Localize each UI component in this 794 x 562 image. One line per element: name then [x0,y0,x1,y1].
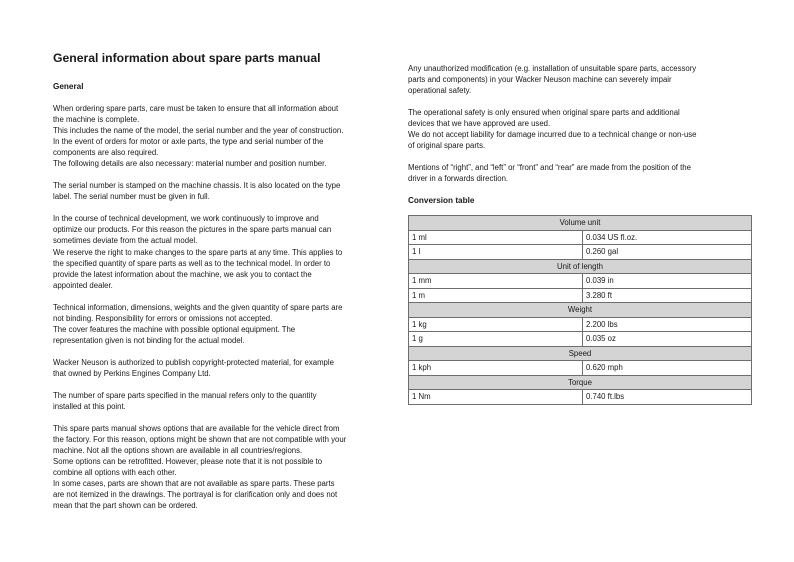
metric-value-cell: 1 kph [409,361,583,376]
paragraph [53,302,375,346]
paragraph [53,423,375,511]
imperial-value-cell: 0.034 US fl.oz. [583,230,752,245]
text-line: optimize our products. For this reason the pictures in the spare parts manual can [53,225,332,235]
unit-header-row [409,303,752,318]
text-line: operational safety. [408,86,472,96]
table-row [409,390,752,405]
paragraph [53,103,375,169]
text-line: We reserve the right to make changes to the spare parts at any time. This applies to [53,247,343,257]
unit-header-cell: Torque [409,375,752,390]
conversion-table-heading: Conversion table [408,196,475,206]
table-row [409,230,752,245]
left-column [53,51,375,511]
paragraph [408,107,752,151]
text-line: In some cases, parts are shown that are not available as spare parts. These parts [53,479,335,489]
text-line: driver in a forwards direction. [408,174,509,184]
text-line: The serial number is stamped on the machine chassis. It is also located on the type [53,181,341,191]
text-line: representation given is not binding for the actual model. [53,335,245,345]
text-line: Any unauthorized modification (e.g. installation of unsuitable spare parts, accessory [408,64,697,73]
text-line: Technical information, dimensions, weights and the given quantity of spare parts are [53,302,343,312]
text-line: label. The serial number must be given in full. [53,192,210,202]
table-row [409,317,752,332]
text-line: that owned by Perkins Engines Company Ltd. [53,368,211,378]
text-line: combine all options with each other. [53,468,177,478]
imperial-value-cell: 3.280 ft [583,288,752,303]
paragraph [408,63,752,96]
text-line: the specified quantity of spare parts as well as to the technical model. In order to [53,258,331,268]
text-line: not binding. Responsibility for errors or omissions not accepted. [53,313,273,323]
imperial-value-cell: 0.039 in [583,274,752,289]
text-line: devices that we have approved are used. [408,119,551,129]
section-heading-general: General [53,82,84,91]
text-line: mean that the part shown can be ordered. [53,501,198,511]
text-line: the machine is complete. [53,115,140,125]
unit-header-row [409,346,752,361]
page-title: General information about spare parts manual [53,51,321,65]
table-row [409,274,752,289]
table-row [409,245,752,260]
table-row [409,332,752,347]
paragraph [53,213,375,290]
imperial-value-cell: 0.620 mph [583,361,752,376]
right-paragraphs [408,63,752,184]
unit-header-cell: Unit of length [409,259,752,274]
paragraph [53,390,375,412]
metric-value-cell: 1 mm [409,274,583,289]
text-line: the factory. For this reason, options might be shown that are not compatible with your [53,435,347,445]
text-line: This includes the name of the model, the serial number and the year of construction. [53,126,344,136]
unit-header-cell: Speed [409,346,752,361]
unit-header-cell: Volume unit [409,216,752,231]
text-line: In the event of orders for motor or axle parts, the type and serial number of the [53,137,324,147]
text-line: sometimes deviate from the actual model. [53,236,198,246]
unit-header-row [409,375,752,390]
metric-value-cell: 1 g [409,332,583,347]
unit-header-cell: Weight [409,303,752,318]
text-line: This spare parts manual shows options that are available for the vehicle direct from [53,424,340,434]
text-line: parts and components) in your Wacker Neuson machine can severely impair [408,75,672,85]
imperial-value-cell: 0.035 oz [583,332,752,347]
text-line: Some options can be retrofitted. However, please note that it is not possible to [53,457,323,467]
imperial-value-cell: 0.260 gal [583,245,752,260]
conversion-table [408,215,752,405]
imperial-value-cell: 0.740 ft.lbs [583,390,752,405]
text-line: We do not accept liability for damage incurred due to a technical change or non-use [408,130,697,140]
text-line: provide the latest information about the machine, we ask you to contact the [53,269,312,279]
text-line: The following details are also necessary: material number and position number. [53,159,327,169]
paragraph [53,180,375,202]
unit-header-row [409,216,752,231]
text-line: of original spare parts. [408,141,486,151]
text-line: are not itemized in the drawings. The portrayal is for clarification only and does not [53,490,338,500]
text-line: The cover features the machine with possible optional equipment. The [53,324,296,334]
metric-value-cell: 1 l [409,245,583,260]
imperial-value-cell: 2.200 lbs [583,317,752,332]
unit-header-row [409,259,752,274]
metric-value-cell: 1 m [409,288,583,303]
text-line: The operational safety is only ensured when original spare parts and additional [408,108,680,118]
text-line: installed at this point. [53,402,126,412]
text-line: machine. Not all the options shown are available in all countries/regions. [53,446,303,456]
text-line: In the course of technical development, we work continuously to improve and [53,214,319,224]
text-line: appointed dealer. [53,280,113,290]
paragraph [408,162,752,184]
metric-value-cell: 1 ml [409,230,583,245]
table-row [409,361,752,376]
table-row [409,288,752,303]
text-line: Mentions of “right”, and “left” or “front” and “rear” are made from the position of the [408,163,691,173]
right-column [408,63,752,405]
text-line: components are also required. [53,148,159,158]
left-paragraphs [53,103,375,511]
text-line: The number of spare parts specified in the manual refers only to the quantity [53,390,317,400]
paragraph [53,357,375,379]
text-line: When ordering spare parts, care must be taken to ensure that all information about [53,104,339,113]
text-line: Wacker Neuson is authorized to publish copyright-protected material, for example [53,357,334,367]
metric-value-cell: 1 kg [409,317,583,332]
metric-value-cell: 1 Nm [409,390,583,405]
